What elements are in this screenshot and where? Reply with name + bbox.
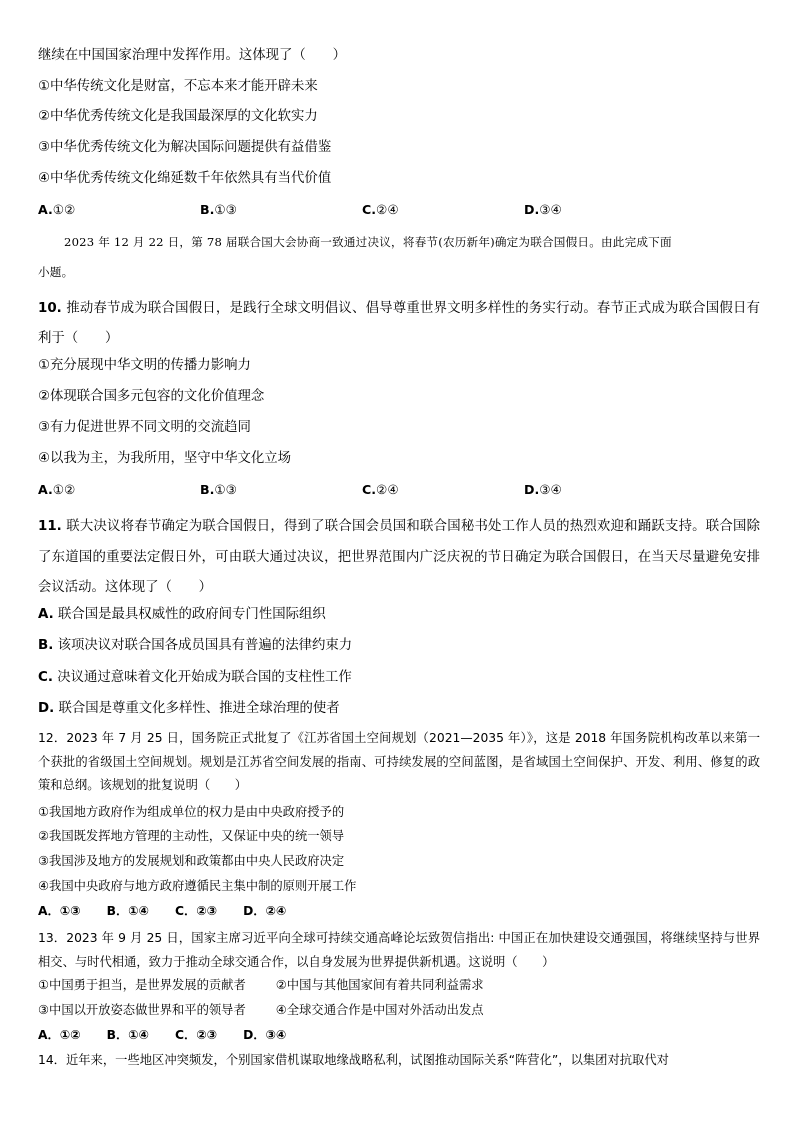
q9-option-b[interactable]: B.①③: [200, 202, 237, 217]
q13-items-row-1: [38, 975, 484, 995]
q13-items-row-2: [38, 1000, 484, 1020]
q12-item-2: ②我国既发挥地方管理的主动性，又保证中央的统一领导: [38, 829, 345, 843]
q12-item-1: ①我国地方政府作为组成单位的权力是由中央政府授予的: [38, 805, 345, 819]
q13-option-c[interactable]: C．②③: [175, 1028, 218, 1042]
q12-item-3: ③我国涉及地方的发展规划和政策都由中央人民政府决定: [38, 854, 345, 868]
q14-stem: 14．近年来，一些地区冲突频发，个别国家借机谋取地缘战略私利，试图推动国际关系“阵营化”，以集团对抗取代对: [38, 1053, 669, 1067]
q12-stem: 12．2023 年 7 月 25 日，国务院正式批复了《江苏省国土空间规划（2021—2035 年）》，这是 2018 年国务院机构改革以来第一个获批的省级国土空间规划。规划是江苏省空间发展的指南、可持续发展的空间蓝图，是省域国土空间保护、开发、利用、修复的政策和总纲。该规划的批复说明（ ）: [38, 731, 760, 792]
q9-option-c[interactable]: C.②④: [362, 202, 399, 217]
q10-option-a[interactable]: A.①②: [38, 482, 76, 497]
q10-stem: 10. 推动春节成为联合国假日，是践行全球文明倡议、倡导尊重世界文明多样性的务实行动。春节正式成为联合国假日有利于（ ）: [38, 301, 760, 346]
q10-item-3: ③有力促进世界不同文明的交流趋同: [38, 420, 251, 435]
q9-item-2: ②中华优秀传统文化是我国最深厚的文化软实力: [38, 109, 318, 124]
q13-option-d[interactable]: D．③④: [243, 1028, 287, 1042]
q13-item-2: ②中国与其他国家间有着共同利益需求: [275, 978, 484, 992]
q12-option-b[interactable]: B．①④: [106, 904, 150, 918]
q10-option-c[interactable]: C.②④: [362, 482, 399, 497]
q9-item-1: ①中华传统文化是财富，不忘本来才能开辟未来: [38, 79, 318, 94]
q9-option-d[interactable]: D.③④: [524, 202, 562, 217]
q9-stem-tail: 继续在中国国家治理中发挥作用。这体现了（ ）: [38, 48, 346, 63]
q12-option-c[interactable]: C．②③: [175, 904, 218, 918]
material-line-2: 小题。: [38, 265, 74, 279]
q13-option-a[interactable]: A．①②: [38, 1028, 81, 1042]
q13-option-b[interactable]: B．①④: [106, 1028, 150, 1042]
material-line-1: 2023 年 12 月 22 日，第 78 届联合国大会协商一致通过决议，将春节(农历新年)确定为联合国假日。由此完成下面: [64, 235, 672, 249]
q12-item-4: ④我国中央政府与地方政府遵循民主集中制的原则开展工作: [38, 879, 357, 893]
q10-item-4: ④以我为主，为我所用，坚守中华文化立场: [38, 451, 292, 466]
q9-item-3: ③中华优秀传统文化为解决国际问题提供有益借鉴: [38, 140, 332, 155]
q13-options: [38, 1025, 308, 1045]
q13-item-4: ④全球交通合作是中国对外活动出发点: [275, 1003, 484, 1017]
q9-option-a[interactable]: A.①②: [38, 202, 76, 217]
q10-item-2: ②体现联合国多元包容的文化价值理念: [38, 389, 265, 404]
q10-item-1: ①充分展现中华文明的传播力影响力: [38, 358, 251, 373]
q11-option-a[interactable]: A. 联合国是最具权威性的政府间专门性国际组织: [38, 607, 326, 622]
q10-option-b[interactable]: B.①③: [200, 482, 237, 497]
q13-item-3: ③中国以开放姿态做世界和平的领导者: [38, 1003, 246, 1017]
q12-option-a[interactable]: A．①③: [38, 904, 81, 918]
q10-option-d[interactable]: D.③④: [524, 482, 562, 497]
q11-option-c[interactable]: C. 决议通过意味着文化开始成为联合国的支柱性工作: [38, 670, 352, 685]
q11-option-d[interactable]: D. 联合国是尊重文化多样性、推进全球治理的使者: [38, 701, 340, 716]
q9-item-4: ④中华优秀传统文化绵延数千年依然具有当代价值: [38, 171, 332, 186]
q11-option-b[interactable]: B. 该项决议对联合国各成员国具有普遍的法律约束力: [38, 638, 353, 653]
q11-stem: 11. 联大决议将春节确定为联合国假日，得到了联合国会员国和联合国秘书处工作人员的热烈欢迎和踊跃支持。联合国除了东道国的重要法定假日外，可由联大通过决议，把世界范围内广泛庆祝的节日确定为联合国假日，在当天尽量避免安排会议活动。这体现了（ ）: [38, 519, 760, 595]
q13-item-1: ①中国勇于担当，是世界发展的贡献者: [38, 978, 246, 992]
q13-stem: 13．2023 年 9 月 25 日，国家主席习近平向全球可持续交通高峰论坛致贺信指出: 中国正在加快建设交通强国，将继续坚持与世界相交、与时代相通，致力于推动全球交通合作，以自身发展为世界提供新机遇。这说明（ ）: [38, 931, 760, 969]
q12-options: [38, 901, 308, 921]
q12-option-d[interactable]: D．②④: [243, 904, 287, 918]
